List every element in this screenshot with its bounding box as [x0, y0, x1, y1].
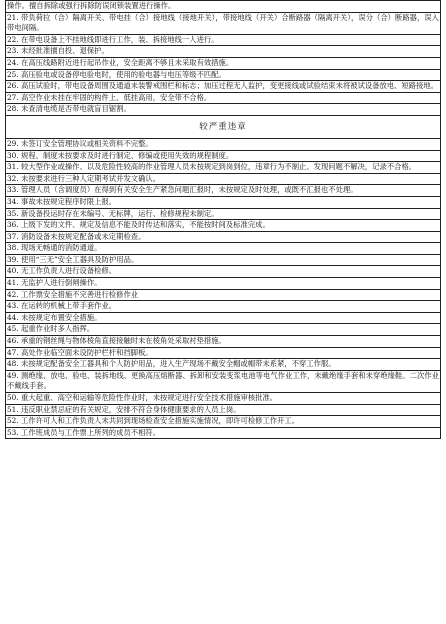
violation-row	[6, 104, 441, 116]
violation-item: 47. 高处作业临空面未设防护栏杆和挡脚板。	[6, 347, 441, 359]
violation-item: 29. 未签订安全管理协议或相关资料不完整。	[6, 138, 441, 150]
violation-row	[6, 92, 441, 104]
violation-row	[6, 266, 441, 278]
violation-item: 35. 新设备投运时存在未编号、无标牌，运行、检修规程未制定。	[6, 208, 441, 220]
violation-row	[6, 208, 441, 220]
violation-item: 46. 承重的钢丝绳与物体棱角直接接触时未在棱角处采取衬垫措施。	[6, 336, 441, 348]
violation-item: 40. 无工作负责人进行设备检修。	[6, 266, 441, 278]
violation-row	[6, 427, 441, 439]
violation-row	[6, 347, 441, 359]
violation-row	[6, 359, 441, 371]
violation-item: 28. 未查清电缆是否带电就盲目锯割。	[6, 104, 441, 116]
violation-row	[6, 196, 441, 208]
violation-item: 25. 高压验电或设备停电验电时，使用的验电器与电压等级不匹配。	[6, 69, 441, 81]
violation-item: 43. 在运转的机械上带手套作业。	[6, 301, 441, 313]
violation-row	[6, 12, 441, 34]
violation-row	[6, 162, 441, 174]
violation-item: 39. 使用“三无”安全工器具及防护用品。	[6, 254, 441, 266]
violation-row	[6, 324, 441, 336]
violation-item: 36. 上级下发的文件、规定及信息不能及时传达和落实，不能按时间及标准完成。	[6, 220, 441, 232]
violation-item: 44. 未按规定布置安全措施。	[6, 312, 441, 324]
violation-row	[6, 57, 441, 69]
violation-item: 49. 测绝缘、放电、验电、装拆地线、更换高压熔断器、拆卸和安装变浆电池等电气作业工作，未戴绝缘手套和未穿绝缘鞋。二次作业不戴线手套。	[6, 370, 441, 392]
violation-row	[6, 46, 441, 58]
section-heading-row	[6, 115, 441, 138]
violation-item: 42. 工作票安全措施不完善进行检修作业	[6, 289, 441, 301]
section-heading: 较严重违章	[6, 115, 441, 138]
violation-item: 34. 事故未按规定程序时限上报。	[6, 196, 441, 208]
violation-row	[6, 81, 441, 93]
violation-item: 24. 在高压线路附近进行起吊作业，安全距离不够且未采取有效措施。	[6, 57, 441, 69]
violation-item: 26. 高压试验时，带电设备周围及通道未装警戒围栏和标志；加压过程无人监护，变更接线或试验结束未将被试设备放电、短路接地。	[6, 81, 441, 93]
violation-row	[6, 34, 441, 46]
violation-row	[6, 220, 441, 232]
violation-row	[6, 370, 441, 392]
violation-row	[6, 243, 441, 255]
violation-item: 22. 在带电设备上不挂地线即进行工作，装、拆接地线一人进行。	[6, 34, 441, 46]
violation-table-body	[6, 1, 441, 439]
violation-row	[6, 231, 441, 243]
violation-row	[6, 138, 441, 150]
violation-row	[6, 1, 441, 13]
violation-row	[6, 278, 441, 290]
violation-row	[6, 336, 441, 348]
violation-item: 51. 违反职业禁忌症的有关规定，安排不符合身体健康要求的人员上岗。	[6, 404, 441, 416]
violation-item: 53. 工作班成员与工作票上所列的成员不相符。	[6, 427, 441, 439]
violation-item: 31. 较大型作业或操作、以及危险性较高的作业管理人员未按规定到岗到位，违章行为不制止、发现问题不解决，记录不合格。	[6, 162, 441, 174]
violation-item: 操作。擅自拆除或强行拆除防误闭锁装置进行操作。	[6, 1, 441, 13]
violation-table	[5, 0, 441, 439]
violation-item: 23. 未经批准擅自投、退保护。	[6, 46, 441, 58]
violation-row	[6, 312, 441, 324]
violation-row	[6, 173, 441, 185]
violation-item: 21. 带负荷拉（合）隔离开关、带电挂（合）接地线（接地开关），带接地线（开关）合断路器（隔离开关），误分（合）断路器，误入带电间隔。	[6, 12, 441, 34]
violation-item: 27. 高空作业未挂在牢固的构件上、低挂高用，安全带不合格。	[6, 92, 441, 104]
violation-item: 30. 规程、制度未按要求及时进行制定、修编或使用失效的规程制度。	[6, 150, 441, 162]
violation-row	[6, 416, 441, 428]
violation-row	[6, 393, 441, 405]
violation-item: 41. 无监护人进行倒闸操作。	[6, 278, 441, 290]
violation-row	[6, 404, 441, 416]
violation-item: 52. 工作许可人和工作负责人未共同到现场检查安全措施实施情况，即许可检修工作开工。	[6, 416, 441, 428]
violation-row	[6, 301, 441, 313]
violation-row	[6, 254, 441, 266]
violation-item: 50. 重大起重、高空和运输等危险性作业时，未按规定进行安全技术措施审核批准。	[6, 393, 441, 405]
violation-item: 45. 起重作业时多人指挥。	[6, 324, 441, 336]
violation-item: 32. 未按要求进行三种人定期考试并发文确认。	[6, 173, 441, 185]
violation-item: 48. 未按规定配备安全工器具和个人防护用品，进入生产现场不戴安全帽或帽带未系紧，不穿工作服。	[6, 359, 441, 371]
violation-item: 33. 管理人员（含调度员）在得到有关安全生产紧急问题汇报时，未按规定及时处理，或既不汇报也不处理。	[6, 185, 441, 197]
violation-row	[6, 185, 441, 197]
violation-row	[6, 289, 441, 301]
violation-row	[6, 150, 441, 162]
violation-item: 37. 消防设备未按规定配备或未定期检查。	[6, 231, 441, 243]
violation-item: 38. 现场无畅通的消防通道。	[6, 243, 441, 255]
violation-row	[6, 69, 441, 81]
